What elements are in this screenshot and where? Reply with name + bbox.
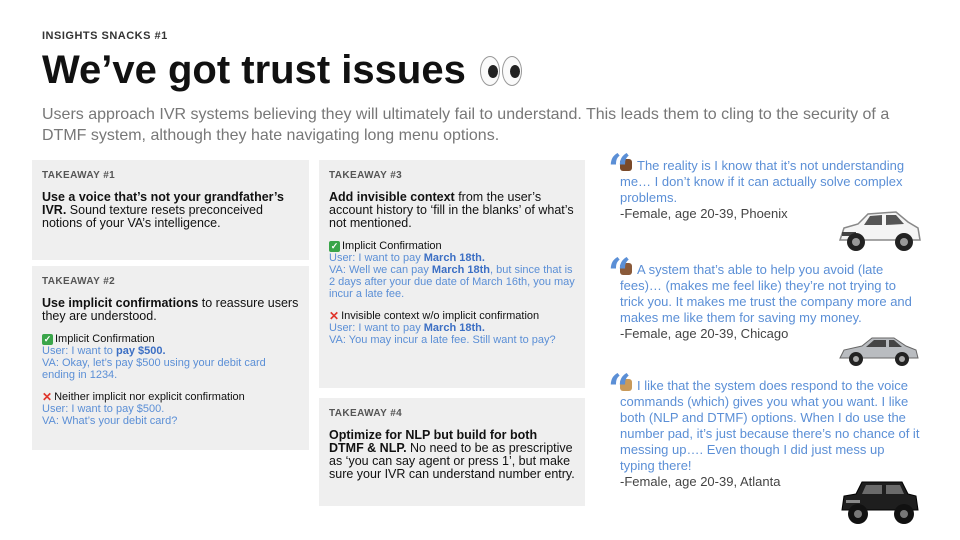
quote-mark-icon: “ [608,250,632,297]
example-invisible [329,310,575,346]
takeaway-text: Sound texture resets preconceived notions of your VA’s intelligence. [42,203,263,230]
page-title [42,48,522,93]
takeaway-body [329,429,575,481]
takeaway-text: from the user’s account history to ‘fill in the blanks’ of what’s not mentioned. [329,190,574,230]
takeaway-bold: Use a voice that’s not your grandfather’s IVR. [42,190,284,217]
example-implicit [329,240,575,300]
va-prefix: VA: Well we can pay [329,264,432,276]
quote-attribution: -Female, age 20-39, Chicago [620,326,789,341]
takeaway-bold: Optimize for NLP but build for both DTMF & NLP. [329,428,538,455]
user-prefix: User: I want to pay [329,322,424,334]
example-heading: Neither implicit nor explicit confirmation [54,391,245,403]
takeaway-card-1 [32,160,309,260]
user-bold: March 18th. [423,322,485,334]
example-heading: Invisible context w/o implicit confirmation [341,310,540,322]
example-user-line [42,345,299,357]
example-heading: Implicit Confirmation [55,333,155,345]
quote-mark-icon: “ [608,366,632,413]
takeaway-label: TAKEAWAY #3 [329,170,403,181]
takeaway-bold: Use implicit confirmations [42,296,199,310]
example-va-line: VA: What’s your debit card? [42,415,178,427]
takeaway-bold: Add invisible context [329,190,455,204]
example-implicit [42,333,299,381]
example-user-line [329,252,575,264]
example-va-line: VA: Okay, let’s pay $500 using your debit card ending in 1234. [42,357,266,381]
cross-icon: ✕ [42,390,53,404]
white-suv-icon [834,200,924,258]
check-icon: ✓ [330,241,339,251]
silver-sedan-icon [836,328,920,370]
example-neither [42,391,299,427]
example-user-line: User: I want to pay $500. [42,403,165,415]
check-icon: ✓ [43,334,52,344]
user-prefix: User: I want to pay [329,252,424,264]
takeaway-body [42,191,299,230]
quote-attribution: -Female, age 20-39, Phoenix [620,206,788,221]
cross-icon: ✕ [329,309,340,323]
user-bold: pay $500. [115,345,166,357]
example-va-line [329,264,575,300]
va-suffix: , but since that is 2 days after your due date of March 16th, you may incur a late fee. [329,264,575,300]
va-bold: March 18th [431,264,490,276]
takeaway-card-4 [319,398,585,506]
quote-text [610,378,920,474]
takeaway-label: TAKEAWAY #1 [42,170,116,181]
user-prefix: User: I want to [42,345,116,357]
quote-body: I like that the system does respond to the voice commands (which) gives you what you want. I like both (NLP and DTMF) options. When I do use the number pad, it’s just because there’s no chance of it messing up…. Even though I did just mess up typing there! [620,378,920,473]
quote-text [610,158,920,206]
takeaway-label: TAKEAWAY #4 [329,408,403,419]
quote-body: A system that’s able to help you avoid (late fees)… (makes me feel like) they’re not trying to trick you. It makes me trust the company more and makes me like them for saving my money. [620,262,912,325]
eyes-emoji-icon [480,56,522,86]
takeaway-card-3 [319,160,585,388]
quote-body: The reality is I know that it’s not understanding me… I don’t know if it can actually solve complex problems. [620,158,905,205]
example-va-line: VA: You may incur a late fee. Still want to pay? [329,334,556,346]
quote-text [610,262,920,326]
takeaway-text: No need to be as prescriptive as ‘you can say agent or press 1’, but make sure your IVR can understand number entry. [329,441,575,481]
kicker-label: INSIGHTS SNACKS #1 [42,30,168,42]
quote-attribution: -Female, age 20-39, Atlanta [620,474,781,489]
title-text: We’ve got trust issues [42,48,466,92]
example-heading: Implicit Confirmation [342,240,442,252]
takeaway-card-2 [32,266,309,450]
black-jeep-icon [836,474,922,528]
takeaway-body [42,297,299,323]
user-bold: March 18th. [423,252,485,264]
takeaway-label: TAKEAWAY #2 [42,276,116,287]
page-subtitle: Users approach IVR systems believing they will ultimately fail to understand. This leads them to cling to the security of a DTMF system, although they hate navigating long menu options. [42,106,890,144]
takeaway-body [329,191,575,230]
quote-mark-icon: “ [608,146,632,193]
example-user-line [329,322,575,334]
takeaway-text: to reassure users they are understood. [42,296,299,323]
